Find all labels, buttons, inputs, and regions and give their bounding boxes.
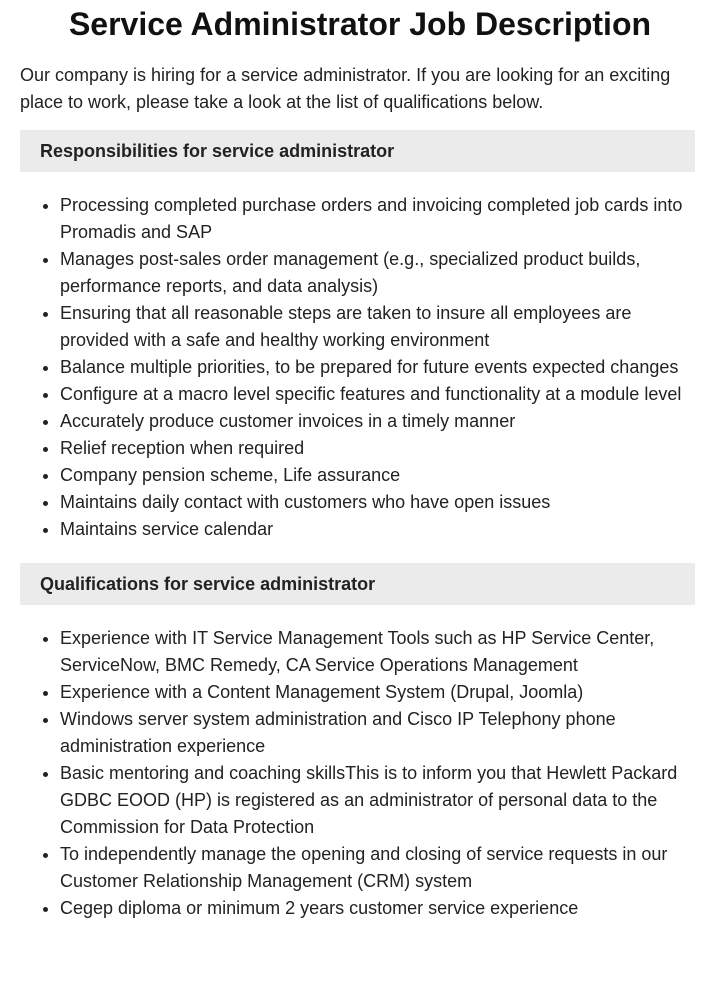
list-item: • Maintains service calendar [60, 516, 690, 543]
list-item: • Windows server system administration and Cisco IP Telephony phone administration experience [60, 706, 690, 760]
list-item: • To independently manage the opening and closing of service requests in our Customer Relationship Management (CRM) system [60, 841, 690, 895]
list-item: • Cegep diploma or minimum 2 years customer service experience [60, 895, 690, 922]
list-item: • Balance multiple priorities, to be prepared for future events expected changes [60, 354, 690, 381]
list-item: • Maintains daily contact with customers who have open issues [60, 489, 690, 516]
list-item: • Relief reception when required [60, 435, 690, 462]
section-list [20, 625, 690, 922]
intro-paragraph: Our company is hiring for a service administrator. If you are looking for an exciting place to work, please take a look at the list of qualifications below. [20, 65, 671, 112]
section-heading: Responsibilities for service administrator [20, 130, 695, 172]
list-item: • Accurately produce customer invoices in a timely manner [60, 408, 690, 435]
page-title: Service Administrator Job Description [68, 6, 652, 42]
list-item: • Ensuring that all reasonable steps are taken to insure all employees are provided with a safe and healthy working environment [60, 300, 690, 354]
list-item: • Configure at a macro level specific features and functionality at a module level [60, 381, 690, 408]
section-list [20, 192, 690, 543]
section-heading: Qualifications for service administrator [20, 563, 695, 605]
list-item: • Company pension scheme, Life assurance [60, 462, 690, 489]
list-item: • Basic mentoring and coaching skillsThis is to inform you that Hewlett Packard GDBC EOOD (HP) is registered as an administrator of personal data to the Commission for Data Protection [60, 760, 690, 841]
list-item: • Experience with IT Service Management Tools such as HP Service Center, ServiceNow, BMC Remedy, CA Service Operations Management [60, 625, 690, 679]
list-item: • Experience with a Content Management System (Drupal, Joomla) [60, 679, 690, 706]
list-item: • Manages post-sales order management (e.g., specialized product builds, performance reports, and data analysis) [60, 246, 690, 300]
list-item: • Processing completed purchase orders and invoicing completed job cards into Promadis and SAP [60, 192, 690, 246]
